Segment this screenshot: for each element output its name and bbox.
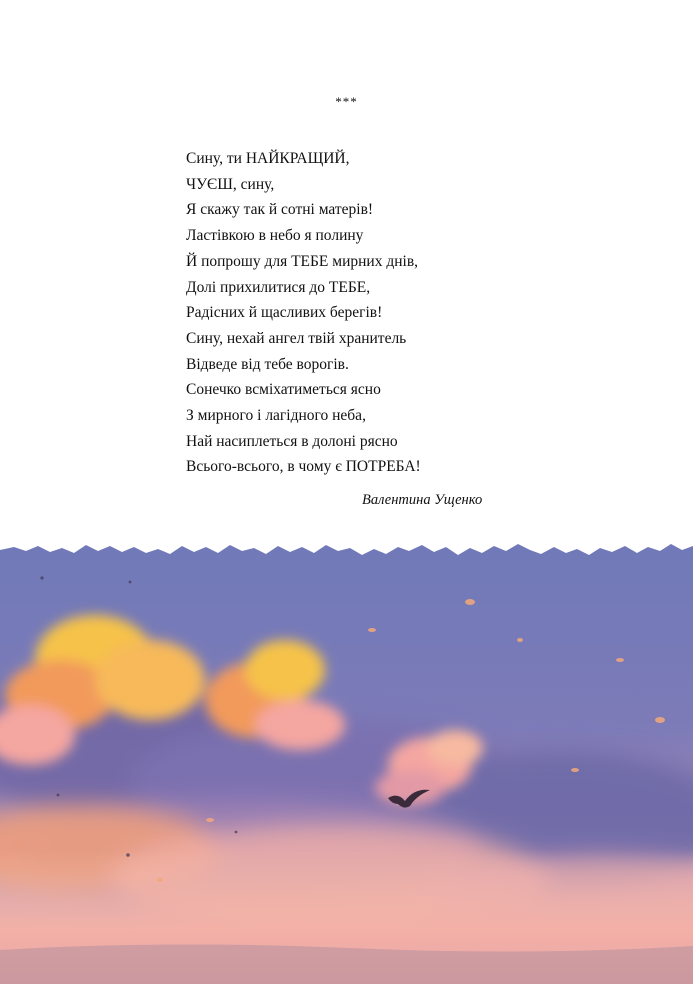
poem-line: Сину, нехай ангел твій хранитель (186, 329, 407, 347)
poem-line: Долі прихилитися до ТЕБЕ, (186, 278, 371, 296)
poem-line: Най насиплеться в долоні рясно (186, 432, 398, 450)
poem-line: Сонечко всміхатиметься ясно (186, 381, 381, 399)
poem-line: Всього-всього, в чому є ПОТРЕБА! (186, 458, 421, 476)
poem-line: Я скажу так й сотні матерів! (186, 201, 374, 219)
poem-text (186, 146, 421, 480)
poem-line: Й попрошу для ТЕБЕ мирних днів, (186, 252, 419, 270)
poem-line: ЧУЄШ, сину, (186, 175, 275, 193)
poem-line: З мирного і лагідного неба, (186, 407, 366, 425)
sky-illustration (0, 520, 693, 984)
poem-line: Ластівкою в небо я полину (186, 227, 364, 245)
poem-line: Радісних й щасливих берегів! (186, 304, 383, 322)
author-signature: Валентина Ущенко (362, 492, 483, 508)
poem-line: Сину, ти НАЙКРАЩИЙ, (186, 150, 350, 167)
poem-line: Відведе від тебе ворогів. (186, 355, 349, 373)
section-separator: *** (335, 94, 358, 109)
